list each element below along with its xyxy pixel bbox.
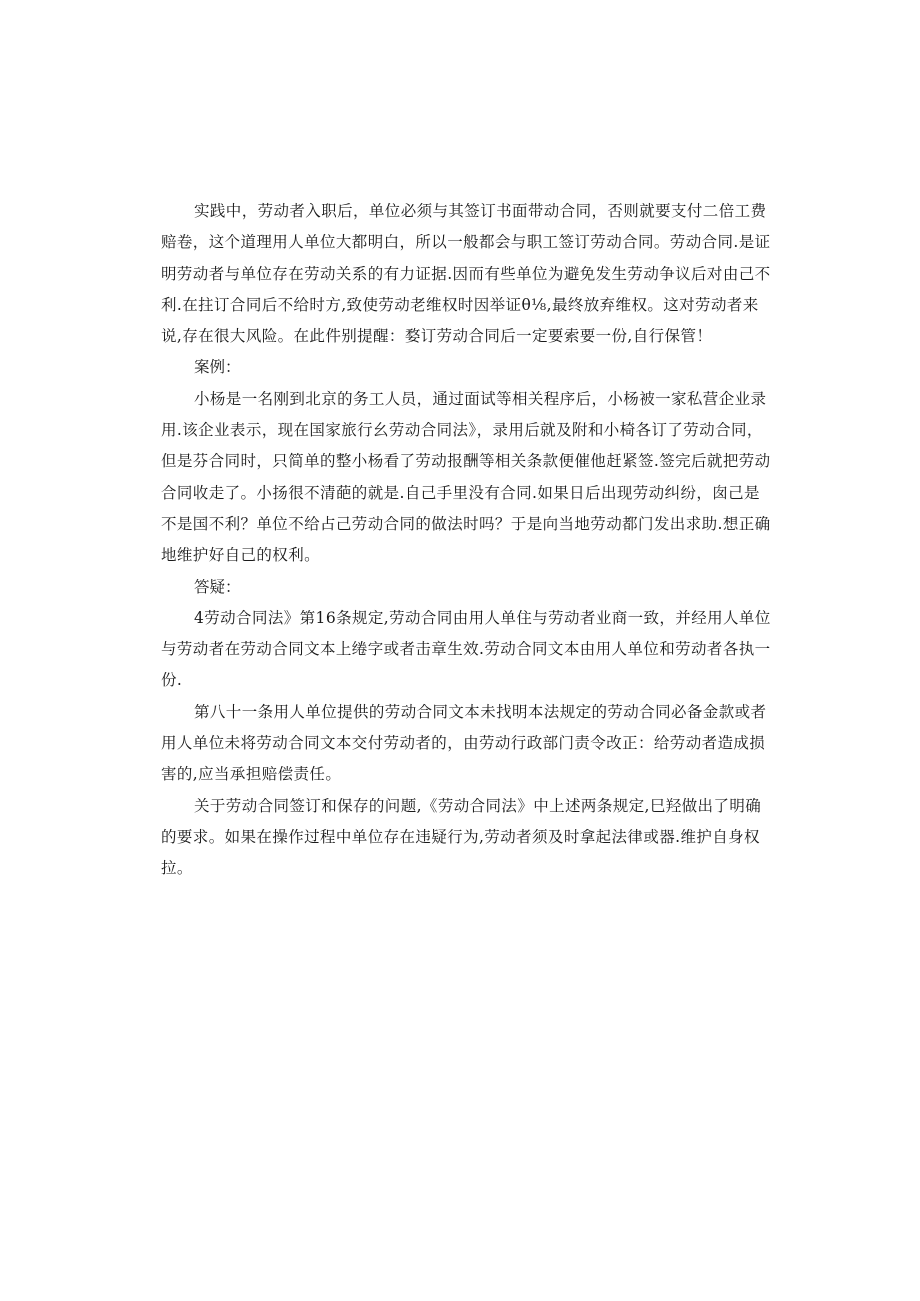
paragraph-article-16: 4劳动合同法》第16条规定,劳动合同由用人单住与劳动者业商一致，并经用人单位与劳动者在劳动合同文本上绻字或者击章生效.劳动合同文本由用人单位和劳动者各执一份.	[161, 608, 771, 690]
section-label-answer: 答疑：	[194, 577, 241, 596]
document-body	[161, 196, 771, 885]
section-label-case: 案例：	[194, 358, 241, 377]
paragraph-conclusion: 关于劳动合同签订和保存的问题,《劳动合同法》中上述两条规定,巳羟做出了明确的要求。如果在操作过程中单位存在违疑行为,劳动者须及时拿起法律或器.维护自身权拉。	[161, 796, 762, 878]
paragraph-case: 小杨是一名刚到北京的务工人员，通过面试等相关程序后，小杨被一家私营企业录用.该企业表示，现在国家旅行幺劳动合同法》，录用后就及附和小椅各订了劳动合同，但是芬合同时，只简单的整小杨看了劳动报酬等相关条款便催他赶紧签.签完后就把劳动合同收走了。小扬很不清葩的就是.自己手里没有合同.如果日后出现劳动纠纷，囱己是不是国不利？单位不给占己劳动合同的做法时吗？于是向当地劳动都门发出求助.想正确地维护好自己的权利。	[161, 389, 771, 565]
paragraph-article-81: 第八十一条用人单位提供的劳动合同文本未找明本法规定的劳动合同必备金款或者用人单位未将劳动合同文本交付劳动者的，由劳动行政部门责令改正：给劳动者造成损害的,应当承担赔偿责任。	[161, 702, 767, 784]
paragraph-intro: 实践中，劳动者入职后，单位必须与其签订书面带动合同，否则就要支付二倍工费赔卷，这个道理用人单位大都明白，所以一般都会与职工签订劳动合同。劳动合同.是证明劳动者与单位存在劳动关系的有力证据.因而有些单位为避免发生劳动争议后对由己不利.在拄订合同后不给时方,致使劳动老维权时因举证θ⅛,最终放弃维权。这对劳动者来说,存在很大风险。在此件别提醒：婺订劳动合同后一定要索要一份,自行保管！	[161, 202, 771, 346]
